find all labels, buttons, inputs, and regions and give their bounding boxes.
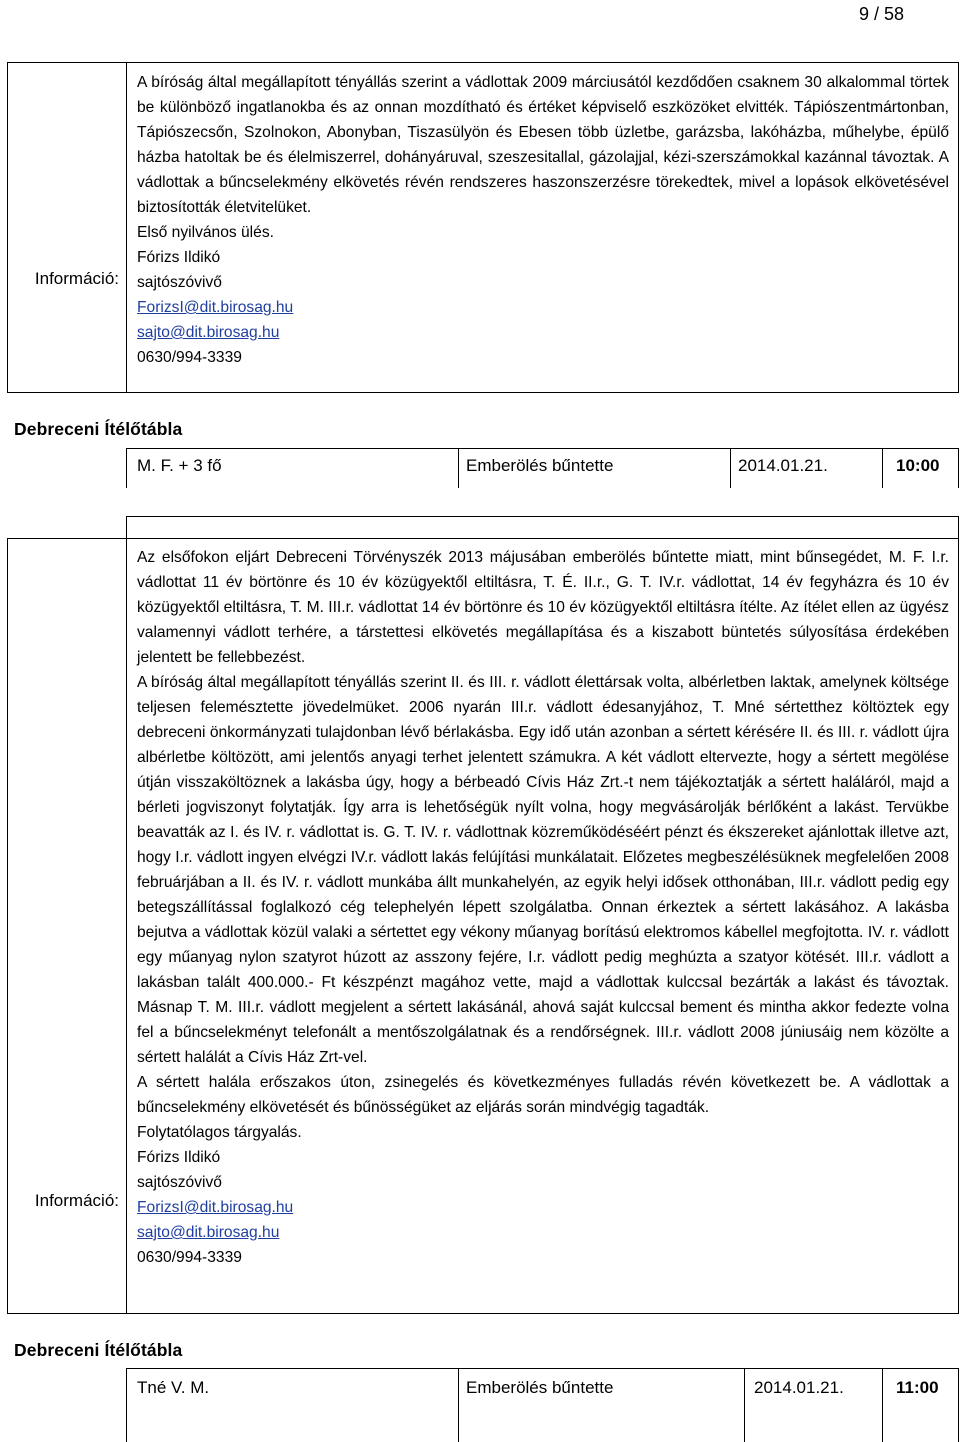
- email-link-1[interactable]: ForizsI@dit.birosag.hu: [137, 299, 294, 316]
- info-text-1: [137, 70, 949, 370]
- case-time: 10:00: [896, 456, 940, 475]
- case-cell-divider: [744, 1368, 745, 1442]
- case-date: 2014.01.21.: [754, 1378, 844, 1397]
- case-summary-p3: A sértett halála erőszakos úton, zsinegelés és következményes fulladás révén következett be. A vádlottak a bűncselekmény elkövetését és bűnösségüket az eljárás során mindvégig tagadták.: [137, 1074, 949, 1116]
- case-cell-divider: [882, 448, 883, 488]
- case-date: 2014.01.21.: [738, 456, 828, 475]
- info-box-1-divider: [126, 62, 127, 393]
- info-box-2-top-strip: [126, 516, 959, 538]
- email-link-2[interactable]: sajto@dit.birosag.hu: [137, 324, 280, 341]
- email-link-1[interactable]: ForizsI@dit.birosag.hu: [137, 1199, 294, 1216]
- case-cell-divider: [730, 448, 731, 488]
- case-summary: A bíróság által megállapított tényállás szerint a vádlottak 2009 márciusától kezdődően csaknem 30 alkalommal törtek be különböző ingatlanokba és az onnan mozdítható és értéket képviselő eszközöket elvitték. Tápiószentmártonban, Tápiószecsőn, Szolnokon, Abonyban, Tiszasülyön és Ebesen több üzletbe, garázsba, lakóházba, műhelybe, épülő házba hatoltak be és élelmiszerrel, dohányáruval, szeszesitallal, gázolajjal, kézi-szerszámokkal kazánnal távoztak. A vádlottak a bűncselekmény elkövetés révén rendszeres haszonszerzésre törekedtek, mivel a lopások elkövetésével biztosították életvitelüket.: [137, 74, 949, 216]
- case-time: 11:00: [896, 1378, 939, 1397]
- contact-name: Fórizs Ildikó: [137, 249, 221, 266]
- case-crime: Emberölés bűntette: [466, 1378, 614, 1397]
- case-cell-divider: [458, 448, 459, 488]
- session-type: Első nyilvános ülés.: [137, 224, 274, 241]
- info-box-2-divider: [126, 538, 127, 1314]
- info-text-2: [137, 545, 949, 1270]
- court-title: Debreceni Ítélőtábla: [14, 1340, 183, 1360]
- court-title: Debreceni Ítélőtábla: [14, 419, 183, 439]
- contact-phone: 0630/994-3339: [137, 349, 242, 366]
- contact-role: sajtószóvivő: [137, 274, 222, 291]
- case-summary-p2: A bíróság által megállapított tényállás szerint II. és III. r. vádlott élettársak volta, albérletben laktak, amelynek költsége teljesen felemésztette jövedelmüket. 2006 nyarán III.r. vádlott édesanyjához, T. Mné sértetthez költöztek egy debreceni önkormányzati tulajdonban lévő bérlakásba. Egy idő után azonban a sértett kérésére II. és III. r. vádlott újra albérletbe költözött, ami jelentős anyagi terhet jelentett számukra. A két vádlott eltervezte, hogy a sértett megölése útján visszaköltöznek a lakásba úgy, hogy a bérbeadó Cívis Ház Zrt.-t nem tájékoztatják a sértett haláláról, majd a bérleti jogviszonyt folytatják. Így arra is lehetőségük nyílt volna, hogy megvásárolják bérlőként a lakást. Tervükbe beavatták az I. és IV. r. vádlottat is. G. T. IV. r. vádlottnak közreműködéséért pénzt és ékszereket ajánlottak illetve azt, hogy I.r. vádlott ingyen elvégzi IV.r. vádlott lakás felújítási munkálatait. Előzetes megbeszélésüknek megfelelően 2008 februárjában a II. és IV. r. vádlott munkába állt munkahelyén, az egyik helyi idősek otthonában, III.r. vádlott pedig egy betegszállítással foglalkozó cég telephelyén lépett szolgálatba. Onnan érkeztek a sértett lakásához. A lakásba bejutva a vádlottak közül valaki a sértettet egy vékony műanyag borítású elektromos kábellel megfojtotta. IV. r. vádlott egy műanyag nylon szatyrot húzott az asszony fejére, I.r. vádlott pedig meghúzta a szatyor kötését. III.r. vádlott a lakásban talált 400.000.- Ft készpénzt magához vette, majd a vádlottak kulccsal bezárták a lakást és távoztak. Másnap T. M. III.r. vádlott megjelent a sértett lakásánál, ahová saját kulccsal bement és mintha akkor fedezte volna fel a bűncselekményt telefonált a mentőszolgálatnak és a rendőrségnek. III.r. vádlott 2008 júniusáig nem közölte a sértett halálát a Cívis Ház Zrt-vel.: [137, 674, 949, 1066]
- info-label: Információ:: [34, 1191, 119, 1210]
- case-defendant: Tné V. M.: [137, 1378, 210, 1397]
- case-summary-p1: Az elsőfokon eljárt Debreceni Törvényszék 2013 májusában emberölés bűntette miatt, mint bűnsegédet, M. F. I.r. vádlottat 11 év börtönre és 10 év közügyektől eltiltásra, T. É. II.r., G. T. IV.r. vádlottat, 14 év fegyházra és 10 év közügyektől eltiltásra, T. M. III.r. vádlottat 14 év börtönre és 10 év közügyektől eltiltásra ítélte. Az ítélet ellen az ügyész valamennyi vádlott terhére, a társtettesi elkövetés megállapítása és a kiszabott büntetés súlyosítása érdekében jelentett be fellebbezést.: [137, 549, 949, 666]
- contact-role: sajtószóvivő: [137, 1174, 222, 1191]
- contact-name: Fórizs Ildikó: [137, 1149, 221, 1166]
- page-number: 9 / 58: [858, 4, 904, 24]
- case-defendant: M. F. + 3 fő: [137, 456, 222, 475]
- case-table-border: [126, 448, 959, 488]
- case-cell-divider: [458, 1368, 459, 1442]
- case-cell-divider: [882, 1368, 883, 1442]
- session-type: Folytatólagos tárgyalás.: [137, 1124, 302, 1141]
- contact-phone: 0630/994-3339: [137, 1249, 242, 1266]
- case-crime: Emberölés bűntette: [466, 456, 614, 475]
- info-label: Információ:: [34, 269, 119, 288]
- case-table-border: [126, 1368, 959, 1442]
- email-link-2[interactable]: sajto@dit.birosag.hu: [137, 1224, 280, 1241]
